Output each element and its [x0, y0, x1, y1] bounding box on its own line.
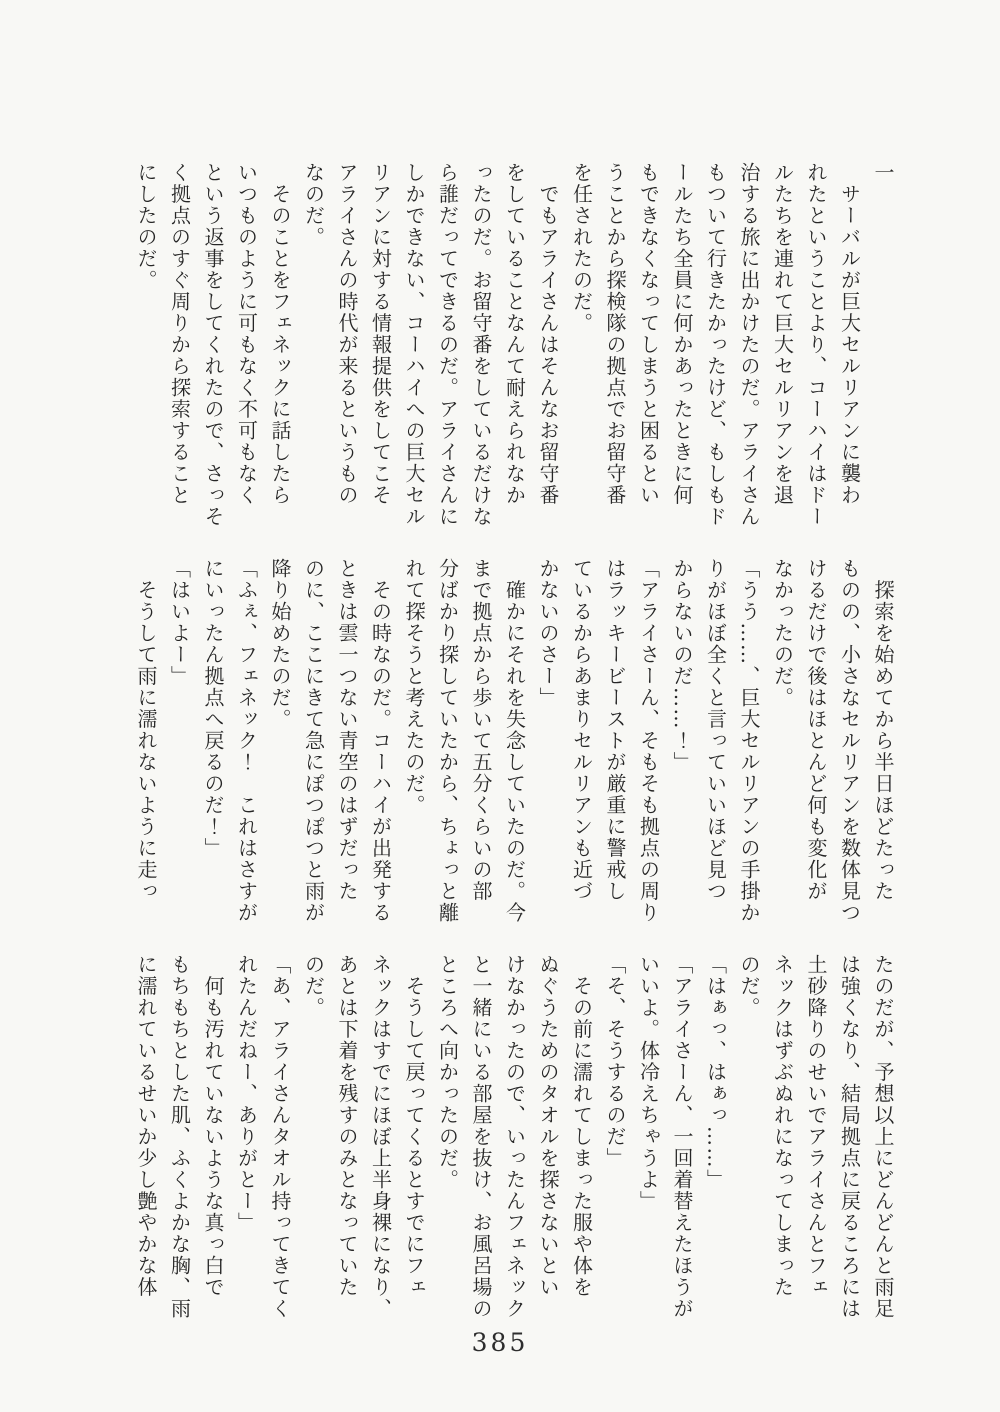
- text-column: アライさんの時代が来るというもの: [335, 162, 359, 506]
- text-column: ールたち全員に何かあったときに何: [670, 162, 694, 506]
- text-column: 治する旅に出かけたのだ。アライさん: [737, 162, 761, 528]
- text-column: その前に濡れてしまった服や体を: [569, 954, 594, 1298]
- text-column: と一緒にいる部屋を抜け、お風呂場の: [469, 954, 493, 1320]
- text-column: 探索を始めてから半日ほどたった: [871, 558, 895, 902]
- text-column: もちもちとした肌、ふくよかな胸、雨: [167, 954, 192, 1320]
- text-column: そのことをフェネックに話したら: [268, 162, 292, 506]
- text-column: に濡れているせいか少し艶やかな体: [134, 954, 158, 1298]
- text-column: リアンに対する情報提供をしてこそ: [368, 162, 393, 506]
- text-column: 土砂降りのせいでアライさんとフェ: [804, 954, 828, 1298]
- text-column: ネックはずぶぬれになってしまった: [770, 954, 795, 1298]
- text-column: しかできない、コーハイへの巨大セル: [402, 162, 426, 528]
- text-column: りがほぼ全くと言っていいほど見つ: [703, 558, 728, 902]
- text-column: 「はぁっ、はぁっ……」: [703, 954, 728, 1191]
- text-column: く拠点のすぐ周りから探索すること: [167, 162, 192, 506]
- text-column: は強くなり、結局拠点に戻るころには: [837, 954, 862, 1320]
- chapter-number-column: 一: [871, 162, 895, 184]
- text-column: でもアライさんはそんなお留守番: [536, 162, 560, 506]
- text-column: にしたのだ。: [134, 162, 158, 291]
- text-column: ネックはすでにほぼ上半身裸になり、: [368, 954, 393, 1320]
- text-column: たのだが、予想以上にどんどんと雨足: [871, 954, 895, 1320]
- text-column: 「うう……、巨大セルリアンの手掛か: [737, 558, 761, 924]
- page-number: 385: [471, 1328, 529, 1357]
- text-column: そうして雨に濡れないように走っ: [134, 558, 158, 902]
- text-column: なかったのだ。: [770, 558, 795, 709]
- text-column: まで拠点から歩いて五分くらいの部: [469, 558, 493, 902]
- text-column: そうして戻ってくるとすでにフェ: [402, 954, 426, 1298]
- text-column: という返事をしてくれたので、さっそ: [201, 162, 225, 528]
- text-column: にいったん拠点へ戻るのだ！」: [201, 558, 225, 859]
- text-column: からないのだ……！」: [670, 558, 694, 773]
- text-column: 「ふぇ、フェネック！ これはさすが: [234, 558, 259, 924]
- text-block-middle: [127, 558, 899, 930]
- text-column: もついて行きたかったけど、もしもド: [703, 162, 728, 528]
- text-column: ているからあまりセルリアンも近づ: [569, 558, 594, 902]
- text-column: あとは下着を残すのみとなっていた: [335, 954, 359, 1298]
- text-column: うことから探検隊の拠点でお留守番: [603, 162, 627, 506]
- text-column: その時なのだ。コーハイが出発する: [368, 558, 393, 924]
- text-column: ルたちを連れて巨大セルリアンを退: [770, 162, 795, 506]
- text-column: のに、ここにきて急にぽつぽつと雨が: [301, 558, 326, 924]
- text-column: けなかったので、いったんフェネック: [502, 954, 527, 1320]
- text-column: サーバルが巨大セルリアンに襲わ: [837, 162, 862, 506]
- text-column: 「アライさーん、一回着替えたほうが: [670, 954, 694, 1320]
- text-column: ときは雲一つない青空のはずだった: [335, 558, 359, 902]
- text-column: 降り始めたのだ。: [268, 558, 292, 730]
- text-column: ぬぐうためのタオルを探さないとい: [536, 954, 560, 1298]
- text-column: なのだ。: [301, 162, 326, 248]
- text-column: いつものように可もなく不可もなく: [234, 162, 259, 506]
- text-column: をしていることなんて耐えられなか: [502, 162, 527, 506]
- text-block-top: [127, 162, 899, 534]
- text-column: もできなくなってしまうと困るとい: [636, 162, 661, 506]
- text-column: のだ。: [737, 954, 761, 1019]
- text-column: 確かにそれを失念していたのだ。今: [502, 558, 527, 924]
- text-column: 分ばかり探していたから、ちょっと離: [435, 558, 460, 924]
- text-column: 何も汚れていないような真っ白で: [201, 954, 225, 1298]
- text-column: れたということより、コーハイはドー: [804, 162, 828, 528]
- text-column: かないのさー」: [536, 558, 560, 709]
- text-column: ところへ向かったのだ。: [435, 954, 460, 1191]
- text-column: ら誰だってできるのだ。アライさんに: [435, 162, 460, 528]
- text-column: 「あ、アライさんタオル持ってきてく: [268, 954, 292, 1320]
- text-column: 「アライさーん、そもそも拠点の周り: [636, 558, 661, 924]
- text-column: ものの、小さなセルリアンを数体見つ: [837, 558, 862, 924]
- text-column: ったのだ。お留守番をしているだけな: [469, 162, 493, 528]
- text-column: はラッキービーストが厳重に警戒し: [603, 558, 627, 902]
- text-column: 「はいよー」: [167, 558, 192, 687]
- text-column: 「そ、そうするのだ」: [603, 954, 627, 1169]
- text-column: のだ。: [301, 954, 326, 1019]
- text-column: れて探そうと考えたのだ。: [402, 558, 426, 816]
- text-column: いいよ。体冷えちゃうよ」: [636, 954, 661, 1212]
- text-column: けるだけで後はほとんど何も変化が: [804, 558, 828, 902]
- text-column: れたんだねー、ありがとー」: [234, 954, 259, 1234]
- text-block-bottom: [127, 954, 899, 1326]
- text-column: を任されたのだ。: [569, 162, 594, 334]
